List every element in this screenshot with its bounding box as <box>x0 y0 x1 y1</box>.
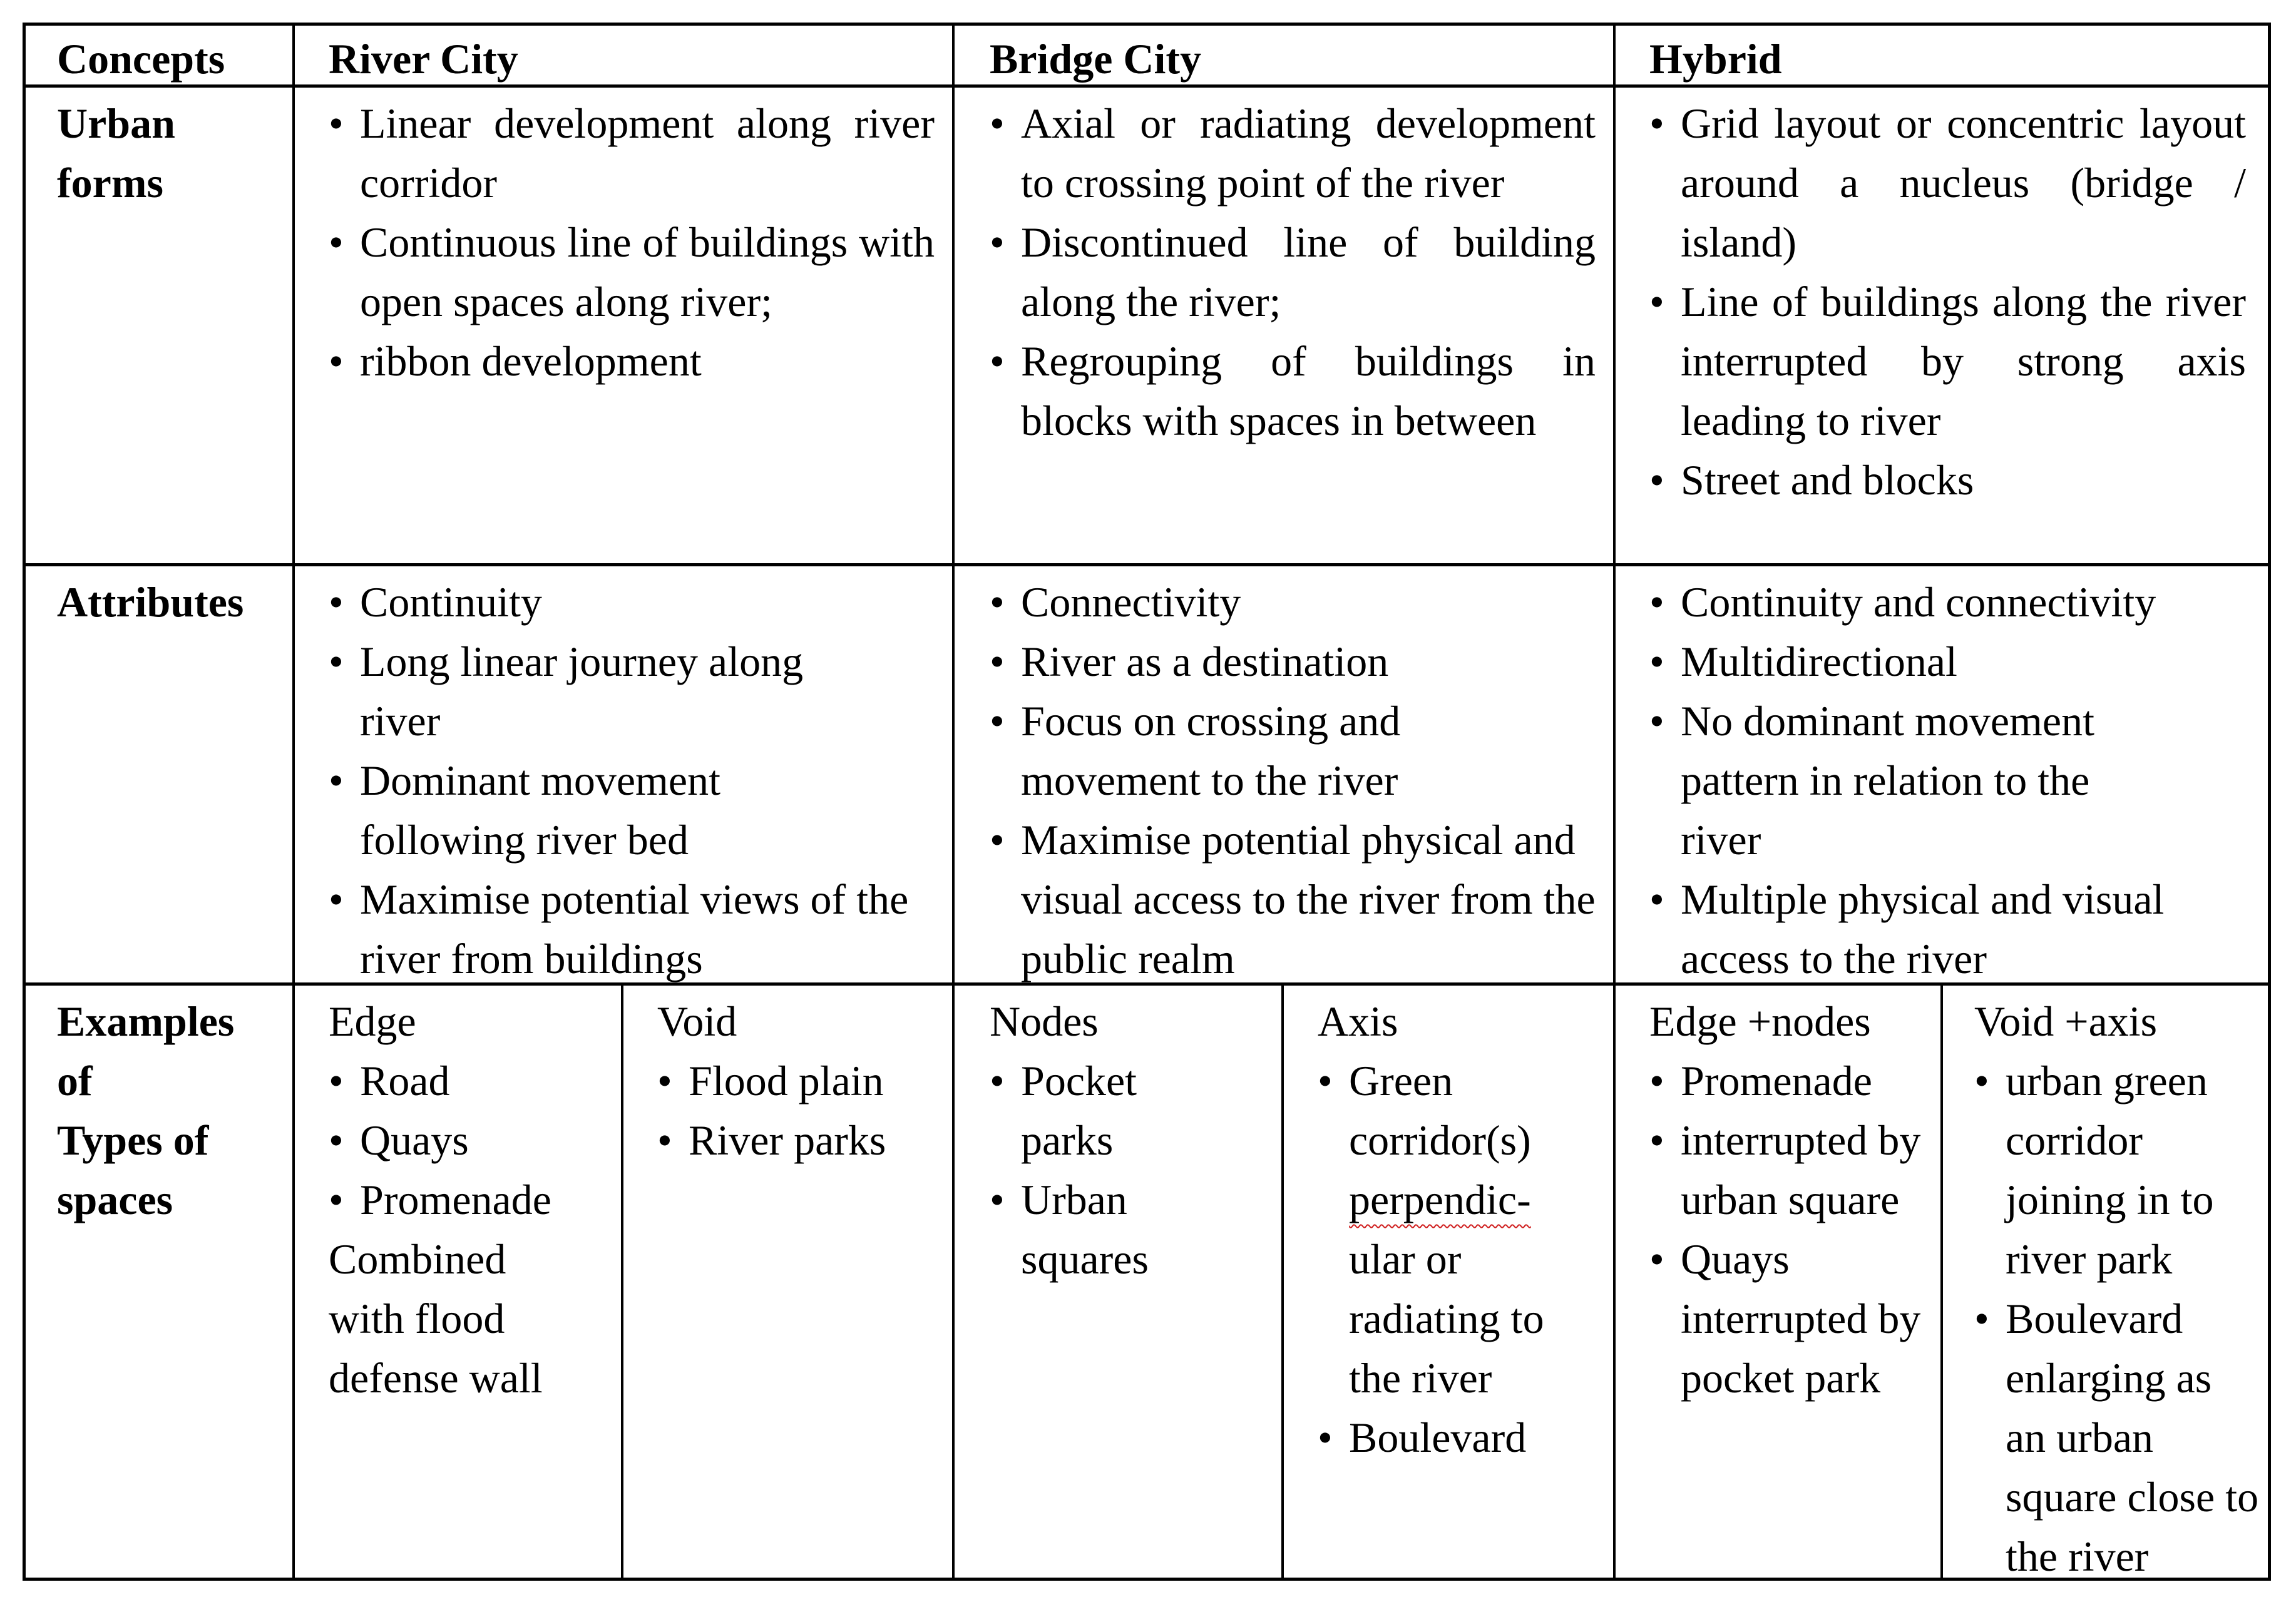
list-item: • Boulevard <box>1318 1408 1601 1467</box>
list-item: • Axial or radiating development to crossing point of the river <box>990 94 1596 213</box>
cell-examples-edge <box>295 986 621 1580</box>
header-river-city <box>295 26 952 84</box>
examples-label-line2: of <box>57 1057 93 1104</box>
list-item: • Continuous line of buildings with open spaces along river; <box>329 213 935 332</box>
cell-attributes-hybrid <box>1616 566 2271 982</box>
list-item: • Multidirectional <box>1649 632 2258 691</box>
cell-urban-bridge-city <box>955 88 1613 563</box>
cell-urban-river-city <box>295 88 952 563</box>
list-item: • River parks <box>657 1111 946 1170</box>
list-item: • Continuity <box>329 573 940 632</box>
edge-nodes-list <box>1649 1051 1928 1408</box>
list-item: • Regrouping of buildings in blocks with spaces in between <box>990 332 1596 451</box>
list-item: • Discontinued line of building along the river; <box>990 213 1596 332</box>
list-item: • Flood plain <box>657 1051 946 1111</box>
cell-attributes-river-city <box>295 566 952 982</box>
list-item: • Pocket parks <box>990 1051 1187 1170</box>
list-item: • Linear development along river corridor <box>329 94 935 213</box>
list-item: • River as a destination <box>990 632 1601 691</box>
list-item: • Long linear journey along river <box>329 632 940 751</box>
list-item: • interrupted by urban square <box>1649 1111 1928 1230</box>
list-item: • ribbon development <box>329 332 935 391</box>
cell-examples-void <box>623 986 952 1580</box>
header-concepts-label: Concepts <box>57 35 225 83</box>
cell-examples-edge-nodes <box>1616 986 1940 1580</box>
list-item: • Connectivity <box>990 573 1601 632</box>
cell-attributes-bridge-city <box>955 566 1613 982</box>
nodes-list <box>990 1051 1187 1289</box>
header-bridge-city-label: Bridge City <box>990 35 1202 83</box>
header-hybrid <box>1616 26 2271 84</box>
attributes-label: Attributes <box>57 578 244 626</box>
list-item: • Promenade <box>329 1170 615 1230</box>
edge-title: Edge <box>329 997 416 1045</box>
axis-list <box>1318 1051 1601 1467</box>
list-item: • Focus on crossing and movement to the river <box>990 691 1601 810</box>
header-river-city-label: River City <box>329 35 518 83</box>
header-concepts <box>26 26 292 84</box>
list-item: • Grid layout or concentric layout around a nucleus (bridge / island) <box>1649 94 2246 272</box>
nodes-title: Nodes <box>990 997 1099 1045</box>
header-bridge-city <box>955 26 1613 84</box>
edge-note: Combined with flood defense wall <box>329 1235 543 1402</box>
list-item: • urban green corridor joining in to river park <box>1974 1051 2262 1289</box>
void-axis-title: Void +axis <box>1974 997 2158 1045</box>
list-item: • Maximise potential views of the river from buildings <box>329 870 940 989</box>
list-item: • Continuity and connectivity <box>1649 573 2258 632</box>
urban-forms-label: Urban forms <box>57 99 175 207</box>
axis-title: Axis <box>1318 997 1398 1045</box>
cell-urban-hybrid <box>1616 88 2271 563</box>
row-label-examples <box>26 986 292 1580</box>
spellcheck-squiggle-word: perpendic- <box>1349 1176 1531 1223</box>
edge-nodes-title: Edge +nodes <box>1649 997 1871 1045</box>
cell-examples-void-axis <box>1943 986 2271 1580</box>
cell-examples-axis <box>1284 986 1613 1580</box>
header-hybrid-label: Hybrid <box>1649 35 1782 83</box>
list-item: • Line of buildings along the river interrupted by strong axis leading to river <box>1649 272 2246 451</box>
list-item <box>1318 1051 1601 1408</box>
examples-label-line4: spaces <box>57 1176 173 1223</box>
list-item: • Multiple physical and visual access to the river <box>1649 870 2258 989</box>
examples-label-line3: Types of <box>57 1116 209 1164</box>
list-item: • Road <box>329 1051 615 1111</box>
axis-item1-rest: ular or radiating to the river <box>1349 1235 1544 1402</box>
list-item: • Quays <box>329 1111 615 1170</box>
urban-hybrid-list <box>1649 94 2246 510</box>
axis-item1-line1: • Green corridor(s) <box>1349 1057 1531 1164</box>
list-item: • Quays interrupted by pocket park <box>1649 1230 1928 1408</box>
list-item: • Maximise potential physical and visual access to the river from the public realm <box>990 810 1601 989</box>
concepts-table <box>23 23 2271 1581</box>
attributes-hybrid-list <box>1649 573 2258 989</box>
urban-bridge-city-list <box>990 94 1596 451</box>
list-item: • Boulevard enlarging as an urban square close to the river <box>1974 1289 2262 1586</box>
edge-list <box>329 1051 615 1230</box>
row-label-attributes <box>26 566 292 982</box>
void-title: Void <box>657 997 737 1045</box>
examples-label-line1: Examples <box>57 997 235 1045</box>
attributes-bridge-city-list <box>990 573 1601 989</box>
urban-river-city-list <box>329 94 935 391</box>
list-item: • Street and blocks <box>1649 451 2246 510</box>
list-item: • Urban squares <box>990 1170 1187 1289</box>
attributes-river-city-list <box>329 573 940 989</box>
cell-examples-nodes <box>955 986 1281 1580</box>
void-axis-list <box>1974 1051 2262 1586</box>
void-list <box>657 1051 946 1170</box>
list-item: • Dominant movement following river bed <box>329 751 940 870</box>
row-label-urban-forms <box>26 88 213 563</box>
list-item: • Promenade <box>1649 1051 1928 1111</box>
list-item: • No dominant movement pattern in relation to the river <box>1649 691 2258 870</box>
